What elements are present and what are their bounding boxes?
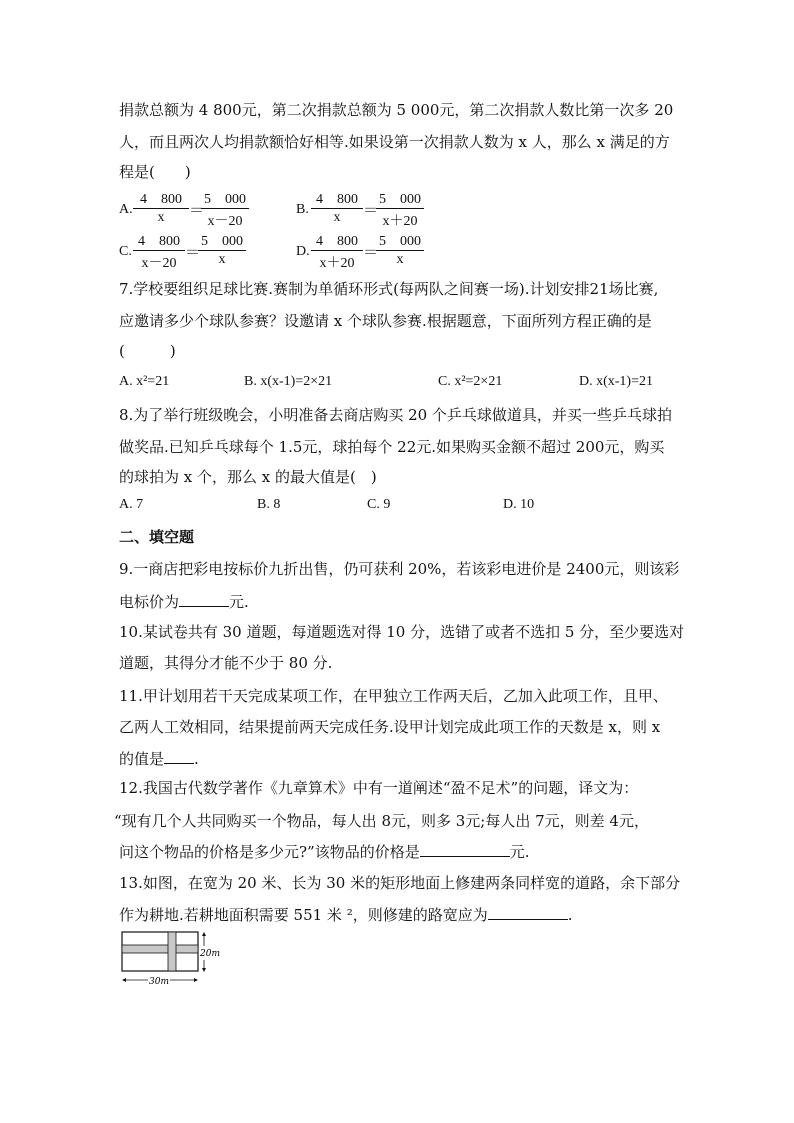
q7-line-3: ( ) bbox=[119, 342, 176, 360]
q11-text-before: 的值是 bbox=[119, 750, 165, 768]
q6-line-2: 人，而且两次人均捐款额恰好相等.如果设第一次捐款人数为 x 人，那么 x 满足的方 bbox=[119, 133, 670, 151]
width-label: 20m bbox=[200, 949, 220, 959]
denominator: x－20 bbox=[141, 256, 177, 271]
numerator: 4 800 bbox=[138, 234, 180, 249]
numerator: 4 800 bbox=[140, 192, 182, 207]
denominator: x bbox=[396, 252, 404, 267]
length-label: 30m bbox=[149, 977, 169, 987]
q8-line-3: 的球拍为 x 个，那么 x 的最大值是( ) bbox=[119, 468, 377, 486]
q9-line-2 bbox=[119, 591, 249, 612]
fraction-left bbox=[133, 188, 189, 228]
q6-line-1: 捐款总额为 4 800元，第二次捐款总额为 5 000元，第二次捐款人数比第一次多 20 bbox=[119, 101, 674, 119]
fraction-left bbox=[311, 230, 363, 270]
numerator: 4 800 bbox=[316, 192, 358, 207]
fraction-right bbox=[198, 230, 246, 270]
q9-text-after: 元. bbox=[229, 593, 249, 611]
q11-line-3 bbox=[119, 748, 199, 769]
q12-line-1: 12.我国古代数学著作《九章算术》中有一道阐述“盈不足术”的问题，译文为： bbox=[119, 779, 639, 797]
q7-line-1: 7.学校要组织足球比赛.赛制为单循环形式(每两队之间赛一场).计划安排21场比赛, bbox=[119, 280, 659, 298]
q13-answer-blank[interactable] bbox=[488, 904, 568, 920]
q6-line-3: 程是( ) bbox=[119, 163, 191, 181]
fraction-right bbox=[201, 188, 249, 228]
q13-text-before: 作为耕地.若耕地面积需要 551 米 ²，则修建的路宽应为 bbox=[119, 906, 488, 924]
q11-answer-blank[interactable] bbox=[164, 748, 194, 764]
numerator: 5 000 bbox=[379, 234, 421, 249]
option-label: D. bbox=[296, 244, 310, 259]
q10-line-2: 道题，其得分才能不少于 80 分. bbox=[119, 654, 333, 672]
q10-line-1: 10.某试卷共有 30 道题，每道题选对得 10 分，选错了或者不选扣 5 分，至少要选对 bbox=[119, 623, 685, 641]
numerator: 5 000 bbox=[204, 192, 246, 207]
denominator: x－20 bbox=[207, 214, 243, 229]
option-label: A. bbox=[119, 202, 133, 217]
q12-text-before: 问这个物品的价格是多少元?”该物品的价格是 bbox=[119, 843, 420, 861]
q11-text-after: . bbox=[194, 750, 199, 768]
q7-option-c[interactable]: C. x²=2×21 bbox=[438, 374, 503, 389]
fraction-left bbox=[133, 230, 185, 270]
q8-line-2: 做奖品.已知乒乓球每个 1.5元，球拍每个 22元.如果购买金额不超过 200元，购买 bbox=[119, 438, 665, 456]
q9-answer-blank[interactable] bbox=[179, 591, 229, 607]
q7-option-b[interactable]: B. x(x-1)=2×21 bbox=[244, 374, 333, 389]
q9-line-1: 9.一商店把彩电按标价九折出售，仍可获利 20%，若该彩电进价是 2400元，则该彩 bbox=[119, 560, 680, 578]
road-field-figure bbox=[118, 926, 220, 988]
q8-line-1: 8.为了举行班级晚会，小明准备去商店购买 20 个乒乓球做道具，并买一些乒乓球拍 bbox=[119, 406, 672, 424]
fraction-right bbox=[376, 188, 424, 228]
numerator: 4 800 bbox=[316, 234, 358, 249]
section-heading: 二、填空题 bbox=[119, 528, 195, 546]
q7-option-a[interactable]: A. x²=21 bbox=[119, 374, 170, 389]
equals-sign: ＝ bbox=[189, 201, 205, 219]
q8-option-b[interactable]: B. 8 bbox=[257, 497, 281, 512]
denominator: x＋20 bbox=[382, 214, 418, 229]
q8-option-a[interactable]: A. 7 bbox=[119, 497, 144, 512]
numerator: 5 000 bbox=[201, 234, 243, 249]
equals-sign: ＝ bbox=[185, 243, 201, 261]
q13-line-1: 13.如图，在宽为 20 米、长为 30 米的矩形地面上修建两条同样宽的道路，余下部分 bbox=[119, 874, 681, 892]
q12-text-after: 元. bbox=[509, 843, 530, 861]
q8-option-d[interactable]: D. 10 bbox=[503, 497, 535, 512]
option-label: C. bbox=[119, 244, 132, 259]
option-label: B. bbox=[296, 202, 309, 217]
equals-sign: ＝ bbox=[363, 201, 379, 219]
q12-answer-blank[interactable] bbox=[420, 841, 510, 857]
denominator: x＋20 bbox=[319, 256, 355, 271]
q13-line-2 bbox=[119, 904, 573, 925]
q7-line-2: 应邀请多少个球队参赛？设邀请 x 个球队参赛.根据题意，下面所列方程正确的是 bbox=[119, 312, 652, 330]
denominator: x bbox=[157, 210, 165, 225]
q7-option-d[interactable]: D. x(x-1)=21 bbox=[579, 374, 653, 389]
q8-option-c[interactable]: C. 9 bbox=[367, 497, 391, 512]
q13-text-after: . bbox=[567, 906, 573, 924]
q9-text-before: 电标价为 bbox=[119, 593, 180, 611]
fraction-left bbox=[311, 188, 363, 228]
fraction-right bbox=[376, 230, 424, 270]
q11-line-2: 乙两人工效相同，结果提前两天完成任务.设甲计划完成此项工作的天数是 x，则 x bbox=[119, 718, 661, 736]
denominator: x bbox=[333, 210, 341, 225]
numerator: 5 000 bbox=[379, 192, 421, 207]
horizontal-road bbox=[122, 945, 198, 953]
q12-line-2: “现有几个人共同购买一个物品，每人出 8元，则多 3元;每人出 7元，则差 4元， bbox=[114, 812, 649, 830]
equals-sign: ＝ bbox=[363, 243, 379, 261]
q11-line-1: 11.甲计划用若干天完成某项工作，在甲独立工作两天后，乙加入此项工作，且甲、 bbox=[119, 687, 668, 705]
q12-line-3 bbox=[119, 841, 530, 862]
denominator: x bbox=[218, 252, 226, 267]
